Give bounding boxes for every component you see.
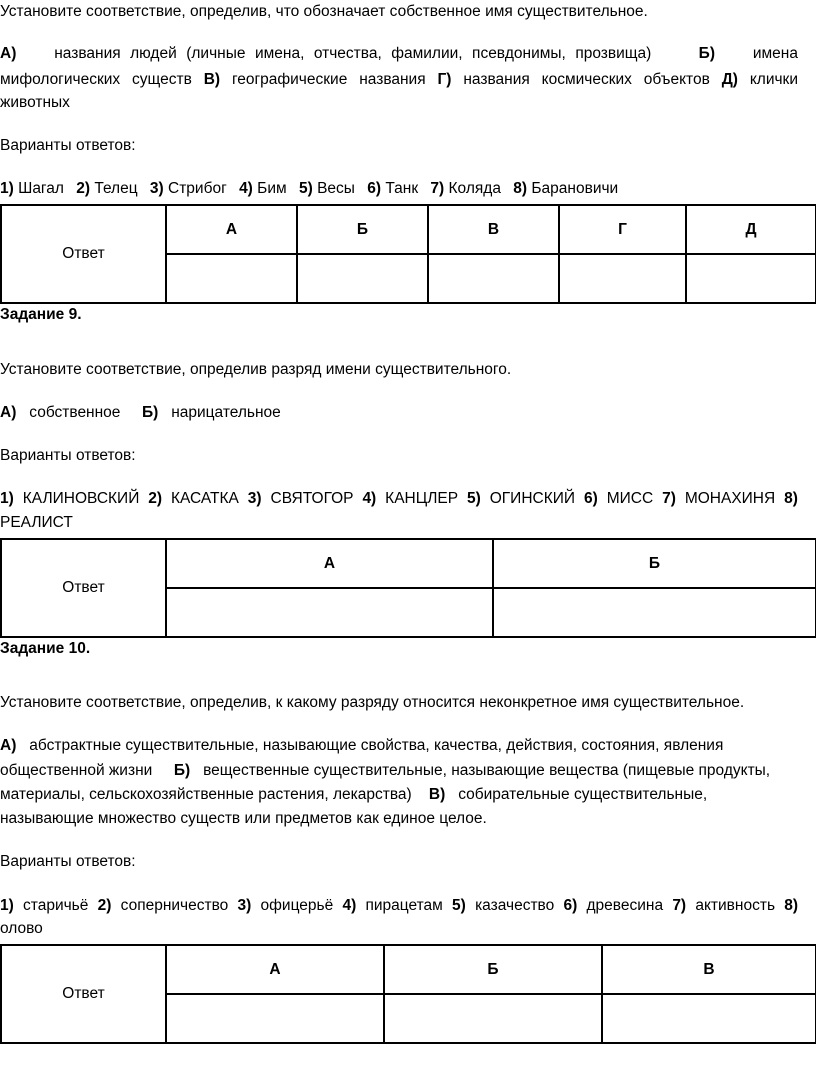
variant-number: 6) [367,180,382,197]
variant-word: Стрибог [168,180,227,197]
variant-word: древесина [586,897,664,914]
task10-intro: Установите соответствие, определив, к какому разряду относится неконкретное имя существительное. [0,694,745,711]
answer-header: Б [297,205,428,254]
option-text-part: общественной жизни [0,762,153,779]
answer-label: Ответ [1,539,166,637]
task8-answer-table [0,204,816,304]
task10-variants [0,896,798,916]
variant-word: пирацетам [365,897,443,914]
answer-header: Г [559,205,686,254]
variant-number: 5) [467,490,481,507]
variant-word: Весы [317,180,355,197]
answer-cell[interactable] [166,994,384,1043]
option-text: географические названия [231,71,426,88]
task8-options-line1 [0,44,798,64]
option-text: названия людей (личные имена, отчества, фамилии, псевдонимы, прозвища) [54,45,652,62]
answer-header: А [166,539,493,588]
variant-word: МИСС [606,490,654,507]
variant-word: МОНАХИНЯ [684,490,776,507]
variant-number: 1) [0,897,14,914]
answer-label: Ответ [1,945,166,1043]
answer-cell[interactable] [559,254,686,303]
option-text-part: называющие множество существ или предметов как единое целое. [0,810,487,827]
variant-number: 1) [0,490,14,507]
option-key: В) [428,786,446,803]
variant-word: РЕАЛИСТ [0,514,73,531]
answer-header: В [428,205,559,254]
task8-options-line2 [0,70,798,90]
variant-number: 2) [76,180,91,197]
task10-options-line4 [0,809,487,829]
option-text: названия космических объектов [463,71,710,88]
variant-number: 6) [583,490,598,507]
option-key: Б) [173,762,191,779]
task10-options-line1 [0,736,723,756]
variant-word: Бим [257,180,287,197]
variant-number: 5) [452,897,466,914]
answer-cell[interactable] [428,254,559,303]
variant-word: ОГИНСКИЙ [489,490,576,507]
variant-number: 1) [0,180,14,197]
variant-number: 7) [662,490,676,507]
answer-header: А [166,205,297,254]
option-key: А) [0,404,17,421]
variant-word: КАНЦЛЕР [385,490,459,507]
option-key: А) [0,45,17,62]
variant-number: 3) [247,490,262,507]
variant-word: СВЯТОГОР [270,490,354,507]
variant-number: 3) [149,180,164,197]
answer-cell[interactable] [384,994,602,1043]
variant-number: 7) [430,180,445,197]
option-key: Д) [721,71,738,88]
task9-options [0,403,281,423]
variant-word: старичьё [23,897,89,914]
task10-variants-wrap [0,919,43,939]
task9-answer-table [0,538,816,638]
variant-word: офицерьё [260,897,334,914]
option-text-part: вещественные существительные, называющие вещества (пищевые продукты, [203,762,771,779]
option-text-part: мифологических существ [0,71,192,88]
option-text-part: материалы, сельскохозяйственные растения, лекарства) [0,786,412,803]
task10-options-line3 [0,785,707,805]
variant-number: 8) [513,180,528,197]
answer-cell[interactable] [166,588,493,637]
option-text-part: имена [752,45,798,62]
variant-word: Телец [94,180,138,197]
answer-cell[interactable] [493,588,816,637]
variant-word: Коляда [448,180,501,197]
option-key: Б) [141,404,159,421]
task9-title: Задание 9. [0,306,82,323]
variant-word: Шагал [18,180,64,197]
variant-word: соперничество [120,897,229,914]
option-key: Г) [437,71,452,88]
task8-variants [0,179,618,199]
answer-cell[interactable] [297,254,428,303]
option-key: В) [203,71,221,88]
variant-number: 4) [239,180,253,197]
answer-cell[interactable] [686,254,816,303]
variant-word: Танк [385,180,419,197]
answer-header: В [602,945,816,994]
option-text-part: клички [749,71,799,88]
variant-word: Барановичи [531,180,619,197]
variant-number: 8) [784,490,798,507]
task10-options-line2 [0,761,770,781]
variant-number: 8) [784,897,799,914]
variant-number: 6) [563,897,578,914]
variant-word: КАЛИНОВСКИЙ [22,490,140,507]
answer-cell[interactable] [602,994,816,1043]
option-key: Б) [698,45,715,62]
answer-header: Б [384,945,602,994]
task8-variants-label: Варианты ответов: [0,137,136,154]
variant-number: 4) [342,897,357,914]
answer-header: А [166,945,384,994]
variant-number: 3) [237,897,252,914]
task9-variants-wrap [0,513,73,533]
task9-variants [0,489,798,509]
answer-label: Ответ [1,205,166,303]
variant-word: КАСАТКА [171,490,239,507]
variant-word: активность [695,897,776,914]
answer-header: Д [686,205,816,254]
option-text: нарицательное [171,404,281,421]
task8-options-line3 [0,93,70,113]
variant-number: 5) [298,180,313,197]
answer-header: Б [493,539,816,588]
option-text-part: собирательные существительные, [458,786,708,803]
task10-variants-label: Варианты ответов: [0,853,136,870]
answer-cell[interactable] [166,254,297,303]
variant-word: казачество [475,897,555,914]
option-text-part: животных [0,94,70,111]
variant-number: 7) [672,897,687,914]
task9-intro: Установите соответствие, определив разряд имени существительного. [0,361,512,378]
task8-intro: Установите соответствие, определив, что обозначает собственное имя существительное. [0,3,648,20]
task9-variants-label: Варианты ответов: [0,447,136,464]
variant-number: 4) [362,490,377,507]
option-text: собственное [29,404,121,421]
task10-answer-table [0,944,816,1044]
variant-number: 2) [148,490,163,507]
variant-number: 2) [97,897,112,914]
option-key: А) [0,737,17,754]
variant-word: олово [0,920,43,937]
task10-title: Задание 10. [0,640,91,657]
option-text-part: абстрактные существительные, называющие свойства, качества, действия, состояния, явления [29,737,724,754]
